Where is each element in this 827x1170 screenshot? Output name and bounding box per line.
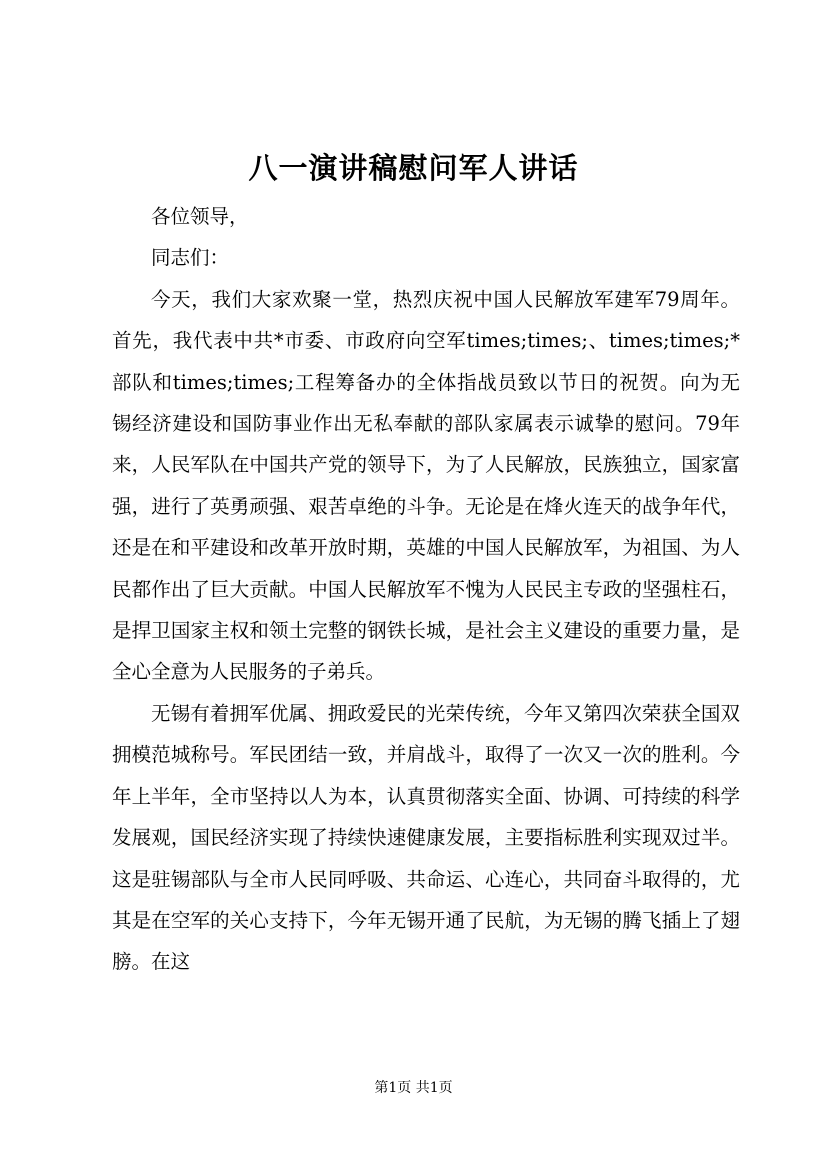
document-body <box>112 196 740 983</box>
body-paragraph: 无锡有着拥军优属、拥政爱民的光荣传统，今年又第四次荣获全国双拥模范城称号。军民团结一致，并肩战斗，取得了一次又一次的胜利。今年上半年，全市坚持以人为本，认真贯彻落实全面、协调、可持续的科学发展观，国民经济实现了持续快速健康发展，主要指标胜利实现双过半。这是驻锡部队与全市人民同呼吸、共命运、心连心，共同奋斗取得的，尤其是在空军的关心支持下，今年无锡开通了民航，为无锡的腾飞插上了翅膀。在这 <box>112 701 740 974</box>
salutation-leaders: 各位领导， <box>151 205 249 228</box>
page-footer: 第1页 共1页 <box>374 1080 453 1096</box>
body-paragraph: 今天，我们大家欢聚一堂，热烈庆祝中国人民解放军建军79周年。首先，我代表中共*市委、市政府向空军times;times;、times;times;*部队和times;times;工程筹备办的全体指战员致以节日的祝贺。向为无锡经济建设和国防事业作出无私奉献的部队家属表示诚挚的慰问。79年来，人民军队在中国共产党的领导下，为了人民解放，民族独立，国家富强，进行了英勇顽强、艰苦卓绝的斗争。无论是在烽火连天的战争年代，还是在和平建设和改革开放时期，英雄的中国人民解放军，为祖国、为人民都作出了巨大贡献。中国人民解放军不愧为人民民主专政的坚强柱石，是捍卫国家主权和领土完整的钢铁长城，是社会主义建设的重要力量，是全心全意为人民服务的子弟兵。 <box>112 287 740 684</box>
salutation-comrades: 同志们： <box>151 246 230 270</box>
document-title: 八一演讲稿慰问军人讲话 <box>248 151 579 185</box>
